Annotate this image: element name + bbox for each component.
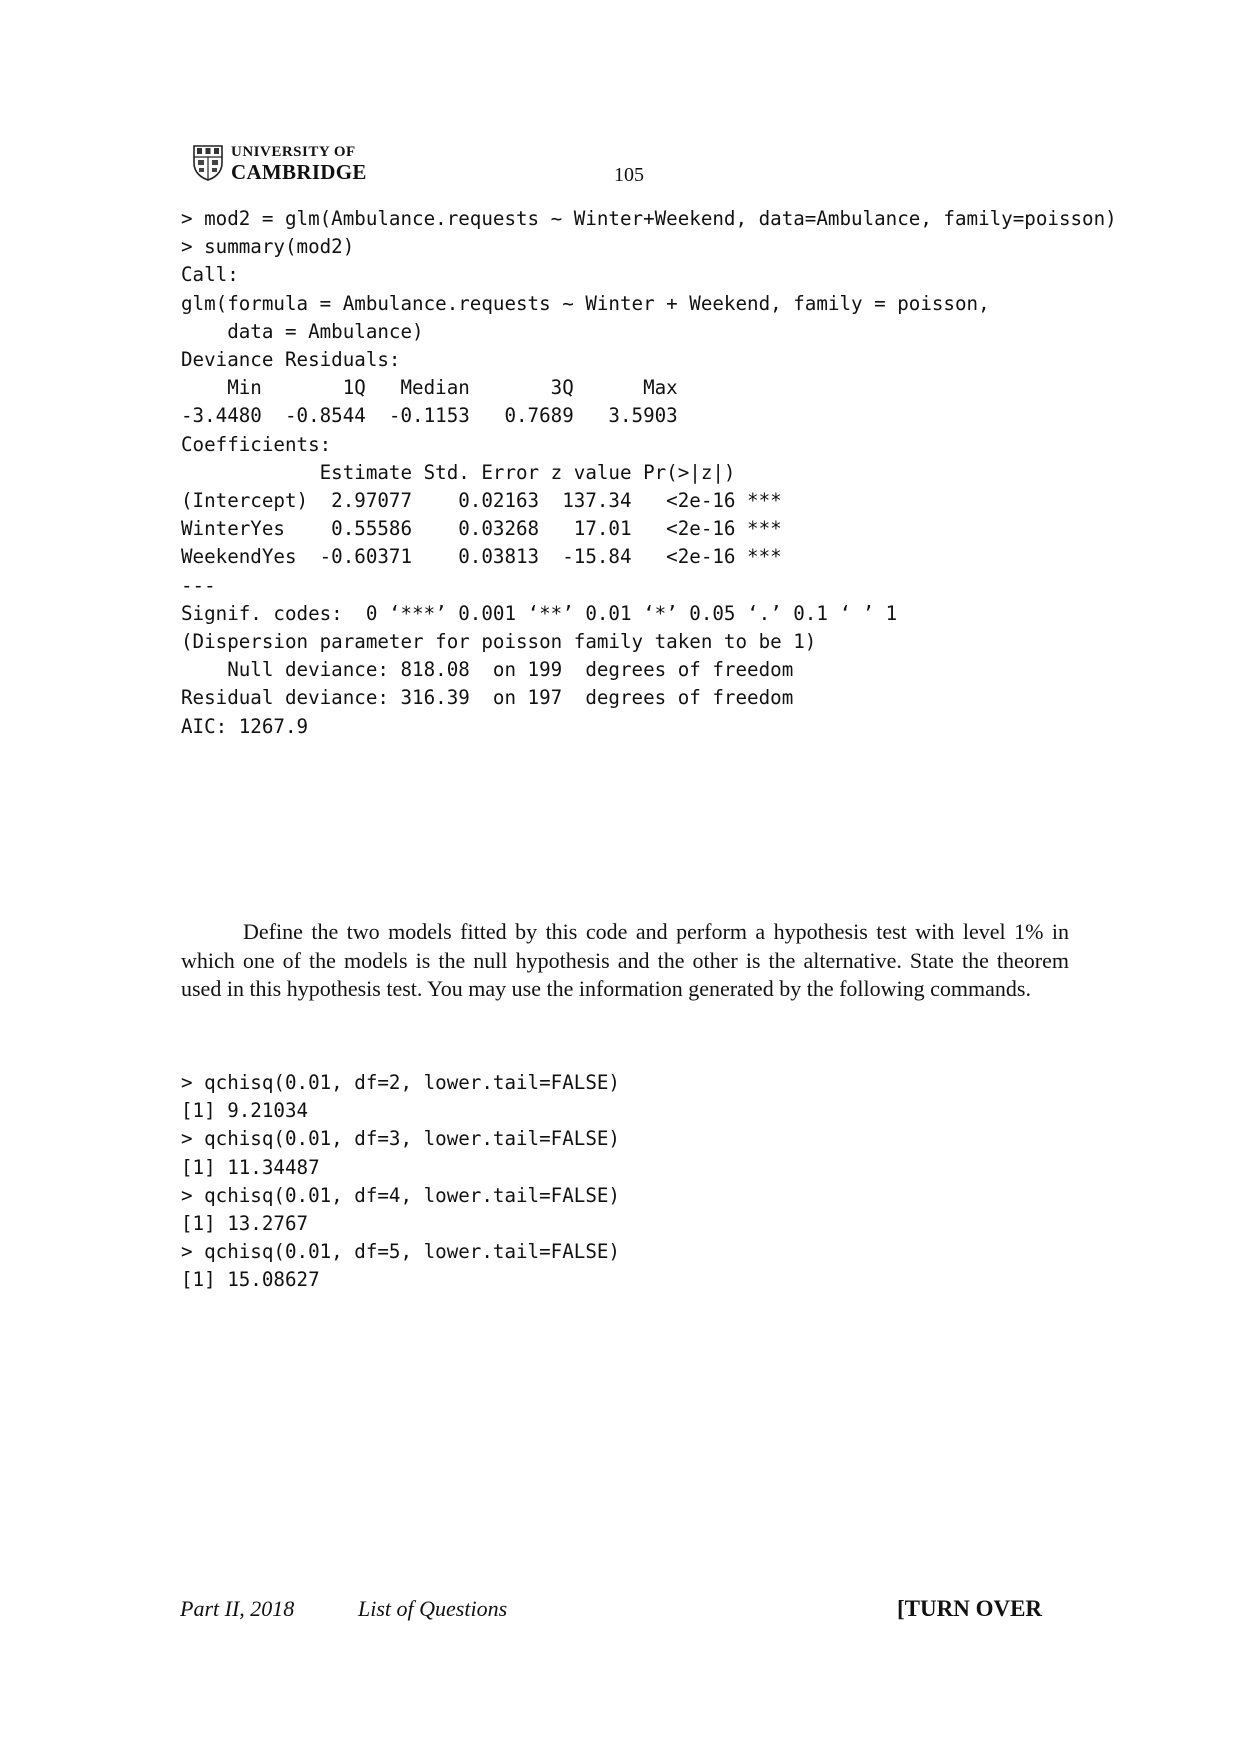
code-line: > qchisq(0.01, df=2, lower.tail=FALSE) <box>181 1071 620 1094</box>
code-line: [1] 15.08627 <box>181 1268 320 1292</box>
code-line: WeekendYes -0.60371 0.03813 -15.84 <2e-16 *** <box>181 545 782 569</box>
code-line: [1] 9.21034 <box>181 1099 309 1123</box>
code-line: Coefficients: <box>181 432 332 456</box>
code-line: Deviance Residuals: <box>181 348 401 372</box>
code-line: > summary(mod2) <box>181 235 355 259</box>
code-line: --- <box>181 573 216 597</box>
code-line: > mod2 = glm(Ambulance.requests ~ Winter+Weekend, data=Ambulance, family=poisson) <box>181 207 1117 230</box>
university-name-line1: UNIVERSITY OF <box>231 144 356 160</box>
code-line: (Intercept) 2.97077 0.02163 137.34 <2e-16 *** <box>181 489 782 513</box>
code-line: > qchisq(0.01, df=5, lower.tail=FALSE) <box>181 1240 620 1264</box>
code-line: (Dispersion parameter for poisson family taken to be 1) <box>181 630 817 654</box>
footer-exam-label: Part II, 2018 <box>180 1596 295 1621</box>
page-header <box>193 143 653 188</box>
code-line: AIC: 1267.9 <box>181 714 309 738</box>
code-line: data = Ambulance) <box>181 319 424 343</box>
r-summary-output <box>181 205 1117 741</box>
code-line: > qchisq(0.01, df=4, lower.tail=FALSE) <box>181 1183 620 1207</box>
footer-turn-over: [TURN OVER <box>897 1596 1043 1621</box>
code-line: [1] 13.2767 <box>181 1212 309 1236</box>
cambridge-crest-icon <box>193 145 223 181</box>
question-paragraph: Define the two models fitted by this code and perform a hypothesis test with level 1% in which one of the models is the null hypothesis and the other is the alternative. State the theorem used in this hypothesis test. You may use the information generated by the following commands. <box>181 919 1069 1001</box>
r-qchisq-output <box>181 1069 620 1295</box>
footer-section-label: List of Questions <box>358 1596 508 1621</box>
code-line: Estimate Std. Error z value Pr(>|z|) <box>181 460 736 484</box>
university-name-line2: CAMBRIDGE <box>231 160 367 184</box>
code-line: Min 1Q Median 3Q Max <box>181 376 678 400</box>
code-line: Residual deviance: 316.39 on 197 degrees of freedom <box>181 686 794 710</box>
code-line: Call: <box>181 263 239 287</box>
code-line: WinterYes 0.55586 0.03268 17.01 <2e-16 *** <box>181 517 782 541</box>
code-line: Signif. codes: 0 ‘***’ 0.001 ‘**’ 0.01 ‘*’ 0.05 ‘.’ 0.1 ‘ ’ 1 <box>181 601 898 625</box>
page-number: 105 <box>614 164 644 186</box>
code-line: -3.4480 -0.8544 -0.1153 0.7689 3.5903 <box>181 404 678 428</box>
code-line: [1] 11.34487 <box>181 1155 320 1179</box>
code-line: Null deviance: 818.08 on 199 degrees of freedom <box>181 658 794 682</box>
code-line: > qchisq(0.01, df=3, lower.tail=FALSE) <box>181 1127 620 1151</box>
code-line: glm(formula = Ambulance.requests ~ Winter + Weekend, family = poisson, <box>181 291 990 315</box>
